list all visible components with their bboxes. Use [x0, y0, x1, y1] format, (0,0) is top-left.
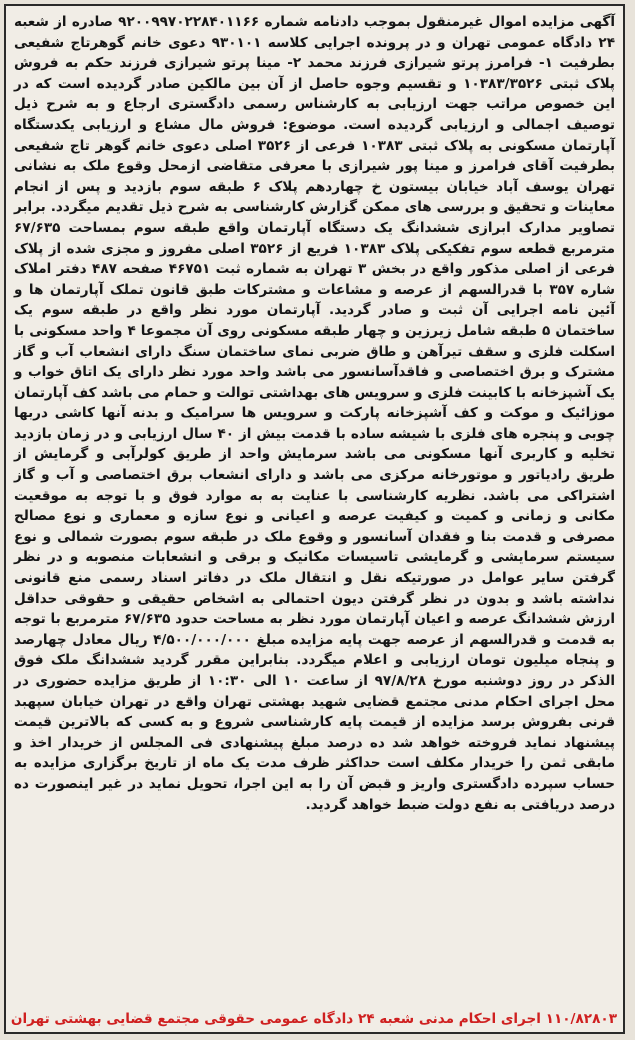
- notice-body: آگهی مزایده اموال غیرمنقول بموجب دادنامه شماره ۹۲۰۰۹۹۷۰۲۲۸۴۰۱۱۶۶ صادره از شعبه ۲۴ دادگاه عمومی تهران و در پرونده اجرایی کلاسه ۹۳۰۱۰۱ دعوی خانم گوهرتاج شفیعی بطرفیت ۱- فرامرز پرتو شیرازی فرزند محمد ۲- مینا پرتو شیرازی فرزند حکم به فروش پلاک ثبتی ۱۰۳۸۳/۳۵۲۶ و تقسیم وجوه حاصل از آن بین مالکین صادر گردیده است که در این خصوص مراتب جهت ارزیابی به کارشناس رسمی دادگستری ارجاع و به شرح ذیل توصیف اجمالی و ارزیابی گردیده است. موضوع: فروش مال مشاع و ارزیابی یکدستگاه آپارتمان مسکونی به پلاک ثبتی ۱۰۳۸۳ فرعی از ۳۵۲۶ اصلی دعوی خانم گوهر تاج شفیعی بطرفیت آقای فرامرز و مینا پور شیرازی با معرفی متقاضی ازمحل وقوع ملک به نشانی تهران یوسف آباد خیابان بیستون خ چهاردهم پلاک ۶ طبقه سوم بازدید و پس از انجام معاینات و تحقیق و بررسی های ممکن گزارش کارشناسی به شرح ذیل تقدیم میگردد. برابر تصاویر مدارک ابرازی ششدانگ یک دستگاه آپارتمان واقع طبقه سوم بمساحت ۶۷/۶۳۵ مترمربع قطعه سوم تفکیکی پلاک ۱۰۳۸۳ فریع از ۳۵۲۶ اصلی مفروز و مجزی شده از پلاک فرعی از اصلی مذکور واقع در بخش ۳ تهران به شماره ثبت ۴۶۷۵۱ صفحه ۴۸۷ دفتر املاک شاره ۳۵۷ با قدرالسهم از عرصه و مشاعات و مشترکات طبق قانون تملک آپارتمان ها و آئین نامه اجرایی آن ثبت و صادر گردید. آپارتمان مورد نظر واقع در طبقه سوم یک ساختمان ۵ طبقه شامل زیرزین و چهار طبقه مسکونی روی آن مجموعا ۴ واحد مسکونی با اسکلت فلزی و سقف تیرآهن و طاق ضربی نمای ساختمان سنگ دارای انشعاب آب و گاز مشترک و برق اختصاصی و فاقدآسانسور می باشد واحد مورد نظر دارای یک اتاق خواب و یک آشپزخانه با کابینت فلزی و سرویس های بهداشتی توالت و حمام می باشد کف آپارتمان موزائیک و موکت و کف آشپزخانه پارکت و سرویس ها سرامیک و بدنه آنها کاشی دربها چوبی و پنجره های فلزی با شیشه ساده با قدمت بیش از ۴۰ سال ارزیابی و در زمان بازدید تخلیه و کاربری آنها مسکونی می باشد سرمایش واحد از طریق کولرآبی و گرمایش از طریق رادیاتور و موتورخانه مرکزی می باشد و دارای انشعاب برق اختصاصی و آب و گاز اشتراکی می باشد. نظریه کارشناسی با عنایت به به موارد فوق و با توجه به موقعیت مکانی و زمانی و کمیت و کیفیت عرصه و اعیانی و نوع سازه و معماری و نوع مصالح مصرفی و قدمت بنا و فقدان آسانسور و وقوع ملک در طبقه سوم بصورت شمالی و نوع سیستم سرمایشی و گرمایشی تاسیسات مکانیک و برقی و انشعابات منصوبه و در نظر گرفتن سایر عوامل در صورتیکه نقل و انتقال ملک در دفاتر اسناد رسمی منع قانونی نداشته باشد و بدون در نظر گرفتن دیون احتمالی به اشخاص حقیقی و حقوقی حداقل ارزش ششدانگ عرصه و اعیان آپارتمان مورد نظر به مساحت حدود ۶۷/۶۳۵ مترمربع با توجه به قدمت و قدرالسهم از عرصه جهت پایه مزایده مبلغ ۴/۵۰۰/۰۰۰/۰۰۰ ریال معادل چهارصد و پنجاه میلیون تومان ارزیابی و اعلام میگردد. بنابراین مقرر گردید ششدانگ ملک فوق الذکر در روز دوشنبه مورخ ۹۷/۸/۲۸ از ساعت ۱۰ الی ۱۰:۳۰ از طریق مزایده حضوری در محل اجرای احکام مدنی مجتمع قضایی شهید بهشتی تهران واقع در تهران خیابان سپهبد قرنی بفروش برسد مزایده از قیمت پایه کارشناسی شروع و به کسی که بالاترین قیمت پیشنهاد نماید فروخته خواهد شد ده درصد مبلغ پیشنهادی فی المجلس از خریدار اخذ و مابقی ثمن را خریدار مکلف است حداکثر ظرف مدت یک ماه از تاریخ برگزاری مزایده به حساب سپرده دادگستری واریز و قبض آن را به این اجرا، تحویل نماید در غیر اینصورت ده درصد دریافتی به نفع دولت ضبط خواهد گردید.: [14, 14, 616, 813]
- auction-notice: [4, 4, 625, 1034]
- notice-footer: [12, 1008, 617, 1030]
- notice-code: ۱۱۰/۸۲۸۰۳: [545, 1011, 617, 1027]
- issuer-signature: اجرای احکام مدنی شعبه ۲۴ دادگاه عمومی حقوقی مجتمع قضایی بهشتی تهران: [10, 1011, 541, 1027]
